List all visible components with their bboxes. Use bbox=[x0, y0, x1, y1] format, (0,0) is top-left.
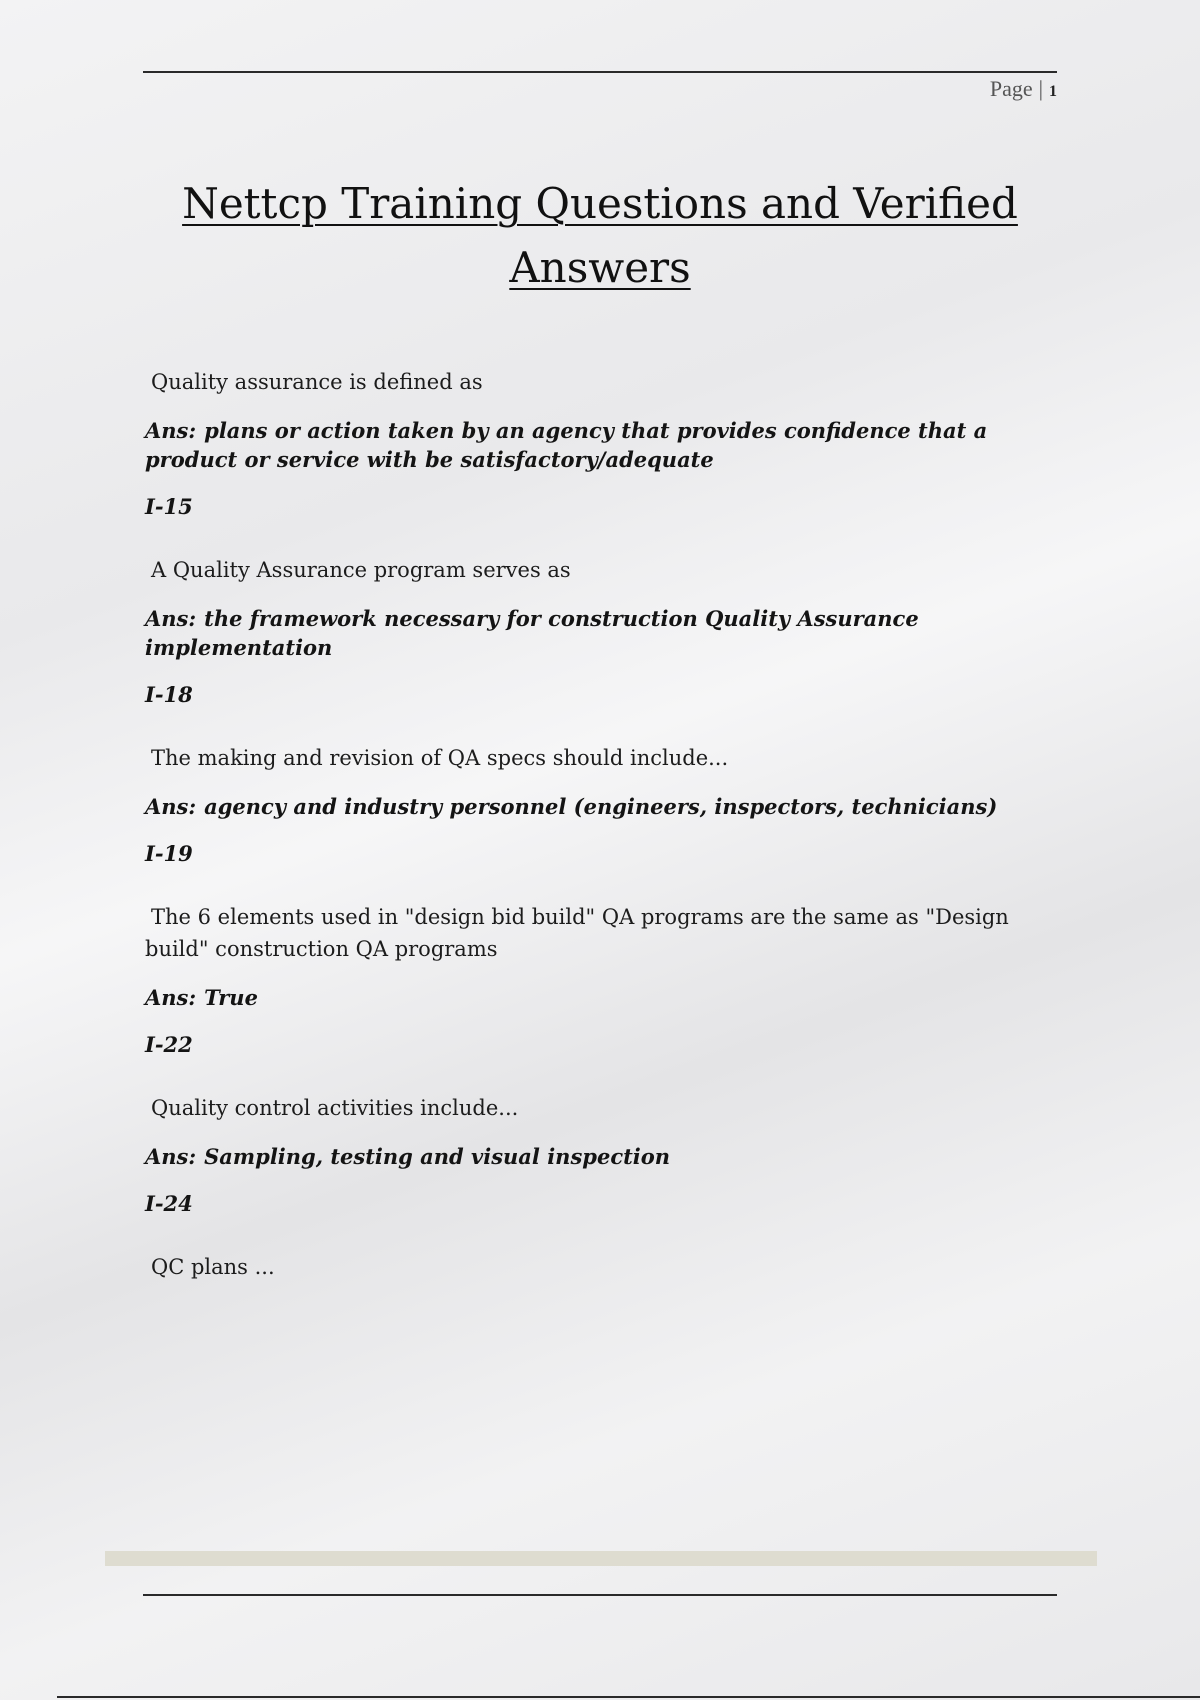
page-number bbox=[990, 76, 1057, 102]
question-text: Quality assurance is defined as bbox=[151, 370, 483, 394]
answer-text bbox=[145, 792, 1045, 821]
page-number-value: 1 bbox=[1049, 83, 1057, 100]
reference-code: I-18 bbox=[145, 682, 193, 707]
document-title bbox=[143, 172, 1057, 300]
title-line-1: Nettcp Training Questions and Verified bbox=[182, 179, 1018, 228]
answer-body: Sampling, testing and visual inspection bbox=[204, 1144, 671, 1169]
qa-item bbox=[145, 1092, 1045, 1219]
reference-code: I-24 bbox=[145, 1191, 193, 1216]
answer-prefix: Ans: bbox=[145, 418, 197, 443]
page-separator: | bbox=[1038, 76, 1043, 101]
question-text: The 6 elements used in "design bid build" QA programs are the same as "Design build" construction QA programs bbox=[145, 905, 1009, 961]
answer-prefix: Ans: bbox=[145, 794, 197, 819]
qa-item bbox=[145, 901, 1045, 1060]
answer-prefix: Ans: bbox=[145, 1144, 197, 1169]
qa-item bbox=[145, 742, 1045, 869]
title-line-2: Answers bbox=[509, 243, 691, 292]
answer-body: the framework necessary for construction Quality Assurance implementation bbox=[145, 606, 919, 660]
answer-text bbox=[145, 604, 1045, 662]
qa-item bbox=[145, 554, 1045, 710]
answer-prefix: Ans: bbox=[145, 606, 197, 631]
answer-body: plans or action taken by an agency that provides confidence that a product or service with be satisfactory/adequate bbox=[145, 418, 988, 472]
question-text: The making and revision of QA specs should include... bbox=[151, 746, 729, 770]
answer-text bbox=[145, 983, 1045, 1012]
reference-code: I-19 bbox=[145, 841, 193, 866]
page-bottom-edge bbox=[57, 1696, 1200, 1698]
qa-item bbox=[145, 366, 1045, 522]
question-text: A Quality Assurance program serves as bbox=[151, 558, 571, 582]
answer-body: True bbox=[204, 985, 258, 1010]
answer-text bbox=[145, 1142, 1045, 1171]
qa-list bbox=[145, 366, 1045, 1301]
trailing-question-text: QC plans ... bbox=[151, 1255, 275, 1279]
answer-text bbox=[145, 416, 1045, 474]
reference-code: I-15 bbox=[145, 494, 193, 519]
reference-code: I-22 bbox=[145, 1032, 193, 1057]
answer-body: agency and industry personnel (engineers, inspectors, technicians) bbox=[204, 794, 998, 819]
footer-rule bbox=[143, 1594, 1057, 1596]
header-rule bbox=[143, 71, 1057, 73]
footer-band bbox=[105, 1551, 1097, 1566]
answer-prefix: Ans: bbox=[145, 985, 197, 1010]
page-label: Page bbox=[989, 76, 1033, 101]
question-text: Quality control activities include... bbox=[151, 1096, 519, 1120]
